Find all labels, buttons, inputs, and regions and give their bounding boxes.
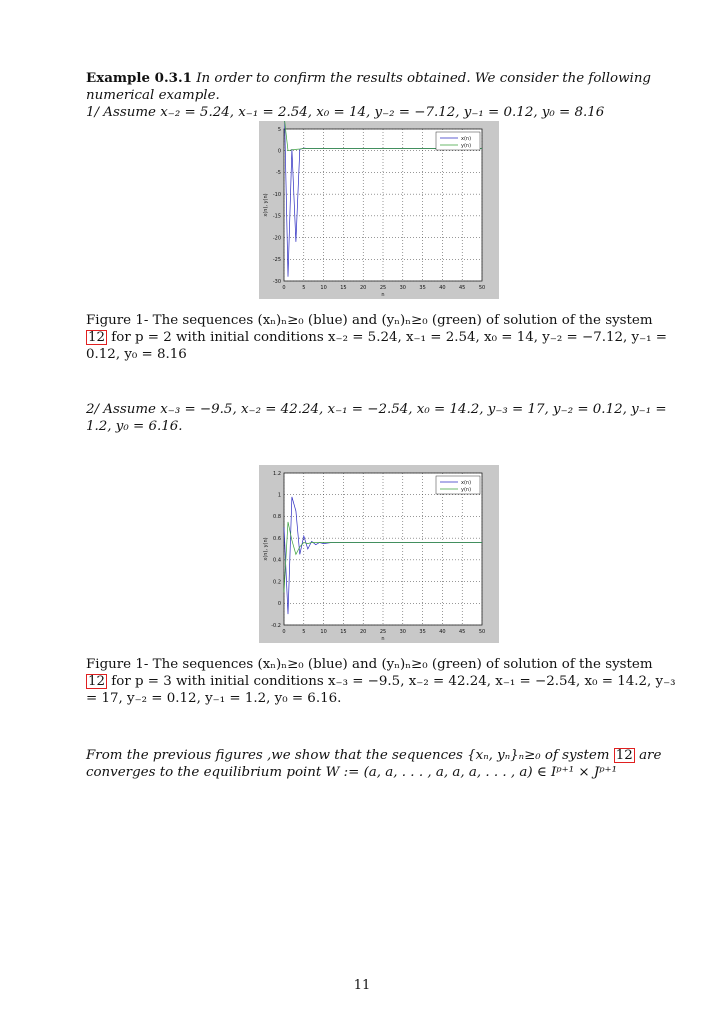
- x-tick-label: 15: [340, 285, 347, 291]
- conclusion-equation-ref-link[interactable]: 12: [615, 748, 633, 763]
- figure-2-caption: [86, 656, 676, 707]
- x-tick-label: 25: [379, 629, 387, 635]
- x-tick-label: 15: [340, 629, 347, 635]
- x-tick-label: 45: [459, 285, 466, 291]
- x-tick-label: 0: [282, 285, 286, 291]
- y-tick-label: 0.6: [273, 535, 281, 542]
- example-heading: Example 0.3.1: [86, 70, 192, 86]
- figure-2: [259, 465, 499, 643]
- caption-2-text-cont: for p = 3 with initial conditions x₋₃ = −9.5, x₋₂ = 42.24, x₋₁ = −2.54, x₀ = 14.2, y₋₃ = 17, y₋₂ = 0.12, y₋₁ = 1.2, y₀ = 6.16.: [86, 674, 676, 706]
- y-tick-label: 5: [277, 126, 281, 133]
- y-tick-label: 0.8: [273, 514, 281, 521]
- y-tick-label: 1: [277, 492, 281, 499]
- x-tick-label: 5: [302, 629, 306, 635]
- page-number: 11: [353, 978, 371, 993]
- figure-1-caption: [86, 312, 676, 363]
- caption-2-text: Figure 1- The sequences (xₙ)ₙ≥₀ (blue) and (yₙ)ₙ≥₀ (green) of solution of the system: [86, 657, 653, 672]
- y-tick-label: 1.2: [273, 470, 281, 477]
- example-case-2: 2/ Assume x₋₃ = −9.5, x₋₂ = 42.24, x₋₁ = −2.54, x₀ = 14.2, y₋₃ = 17, y₋₂ = 0.12, y₋₁ = 1.2, y₀ = 6.16.: [86, 402, 667, 434]
- x-tick-label: 0: [282, 629, 286, 635]
- y-tick-label: -0.2: [271, 622, 281, 629]
- example-intro-line: [86, 70, 676, 104]
- y-tick-label: -5: [276, 170, 281, 177]
- conclusion: [86, 747, 676, 781]
- caption-1-text: Figure 1- The sequences (xₙ)ₙ≥₀ (blue) and (yₙ)ₙ≥₀ (green) of solution of the system: [86, 313, 653, 328]
- y-axis-label: x(n), y(n): [263, 537, 269, 561]
- example-case-1: 1/ Assume x₋₂ = 5.24, x₋₁ = 2.54, x₀ = 14, y₋₂ = −7.12, y₋₁ = 0.12, y₀ = 8.16: [86, 105, 605, 120]
- x-tick-label: 10: [320, 629, 327, 635]
- x-tick-label: 30: [399, 285, 406, 291]
- example-intro: In order to confirm the results obtained. We consider the following numerical example.: [86, 71, 652, 103]
- x-tick-label: 50: [478, 629, 486, 635]
- y-tick-label: 0.4: [273, 557, 281, 564]
- caption-1-text-cont: for p = 2 with initial conditions x₋₂ = 5.24, x₋₁ = 2.54, x₀ = 14, y₋₂ = −7.12, y₋₁ = 0.12, y₀ = 8.16: [86, 330, 668, 362]
- x-axis-label: n: [381, 636, 385, 642]
- legend-box: [436, 476, 480, 494]
- y-tick-label: -20: [272, 235, 281, 242]
- x-tick-label: 35: [419, 285, 426, 291]
- x-tick-label: 5: [302, 285, 306, 291]
- y-tick-label: -30: [272, 278, 281, 285]
- legend-entry: y(n): [461, 486, 472, 493]
- figure-1: [259, 121, 499, 299]
- x-tick-label: 40: [439, 285, 446, 291]
- y-tick-label: -10: [272, 191, 281, 198]
- x-tick-label: 30: [399, 629, 406, 635]
- x-axis-label: n: [381, 292, 385, 298]
- y-axis-label: x(n), y(n): [263, 193, 269, 217]
- y-tick-label: 0: [277, 601, 281, 608]
- conclusion-text: From the previous figures ,we show that the sequences {xₙ, yₙ}ₙ≥₀ of system: [86, 748, 614, 763]
- x-tick-label: 10: [320, 285, 327, 291]
- x-tick-label: 40: [439, 629, 446, 635]
- x-tick-label: 20: [360, 285, 367, 291]
- caption-2-equation-ref-link[interactable]: 12: [88, 674, 106, 689]
- legend-box: [436, 132, 480, 150]
- x-tick-label: 25: [379, 285, 387, 291]
- legend-entry: y(n): [461, 142, 472, 149]
- caption-1-equation-ref-link[interactable]: 12: [88, 330, 106, 345]
- x-tick-label: 45: [459, 629, 466, 635]
- conclusion-text-cont: are converges to the equilibrium point W := (a, a, . . . , a, a, a, . . . , a) ∈ Iᵖ⁺¹ × Jᵖ⁺¹: [86, 748, 662, 780]
- example-block: [86, 70, 676, 121]
- figure-2-chart: [259, 465, 499, 643]
- legend-entry: x(n): [461, 479, 472, 486]
- figure-1-chart: [259, 121, 499, 299]
- y-tick-label: 0.2: [273, 579, 281, 586]
- x-tick-label: 50: [478, 285, 486, 291]
- x-tick-label: 20: [360, 629, 367, 635]
- legend-entry: x(n): [461, 135, 472, 142]
- y-tick-label: -25: [272, 257, 281, 264]
- y-tick-label: -15: [272, 213, 281, 220]
- x-tick-label: 35: [419, 629, 426, 635]
- y-tick-label: 0: [277, 148, 281, 155]
